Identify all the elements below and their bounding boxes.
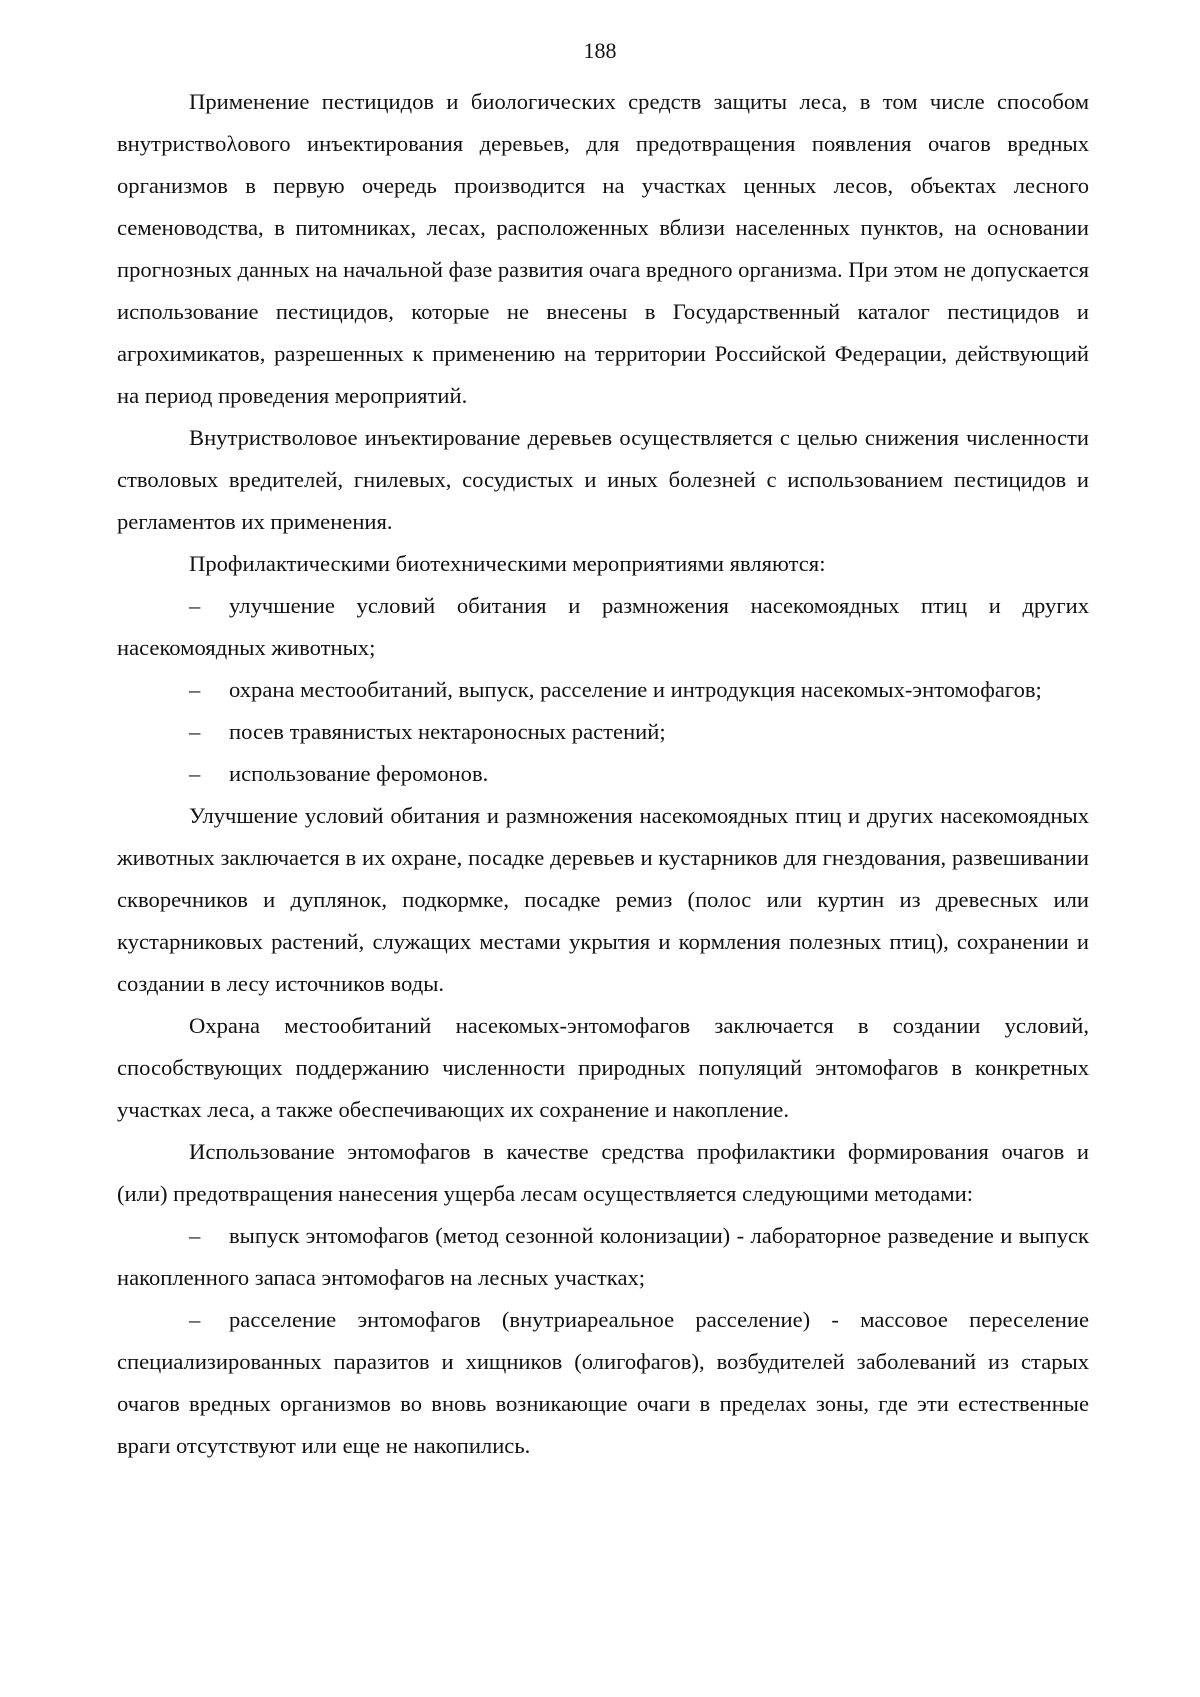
list-dash: – <box>189 1223 201 1248</box>
list-item-text: охрана местообитаний, выпуск, расселение и интродукция насекомых-энтомофагов; <box>229 677 1042 702</box>
list-item <box>117 585 1089 669</box>
list-item-text: посев травянистых нектароносных растений; <box>229 719 666 744</box>
list-item <box>117 1299 1089 1467</box>
page-body <box>117 81 1089 1467</box>
paragraph-entomophage-habitat: Охрана местообитаний насекомых-энтомофагов заключается в создании условий, способствующих поддержанию численности природных популяций энтомофагов в конкретных участках леса, а также обеспечивающих их сохранение и накопление. <box>117 1013 1089 1122</box>
list-item-text: выпуск энтомофагов (метод сезонной колонизации) - лабораторное разведение и выпуск накопленного запаса энтомофагов на лесных участках; <box>117 1223 1089 1290</box>
list-dash: – <box>189 677 201 702</box>
page-number: 188 <box>583 38 617 63</box>
list-dash: – <box>189 1307 201 1332</box>
paragraph-bird-habitat: Улучшение условий обитания и размножения насекомоядных птиц и других насекомоядных животных заключается в их охране, посадке деревьев и кустарников для гнездования, развешивании скворечников и дуплянок, подкормке, посадке ремиз (полос или куртин из древесных или кустарниковых растений, служащих местами укрытия и кормления полезных птиц), сохранении и создании в лесу источников воды. <box>117 803 1089 996</box>
paragraph-trunk-injection: Внутриствοловое инъектирование деревьев осуществляется с целью снижения численности стволовых вредителей, гнилевых, сосудистых и иных болезней с использованием пестицидов и регламентов их применения. <box>117 425 1089 534</box>
paragraph-biotechnical-measures-intro: Профилактическими биотехническими мероприятиями являются: <box>189 551 826 576</box>
list-item-text: улучшение условий обитания и размножения насекомоядных птиц и других насекомоядных животных; <box>117 593 1089 660</box>
list-dash: – <box>189 593 201 618</box>
list-dash: – <box>189 761 201 786</box>
paragraph-entomophage-methods-intro: Использование энтомофагов в качестве средства профилактики формирования очагов и (или) предотвращения нанесения ущерба лесам осуществляется следующими методами: <box>117 1139 1089 1206</box>
list-dash: – <box>189 719 201 744</box>
paragraph-pesticides-application: Применение пестицидов и биологических средств защиты леса, в том числе способом внутриствολового инъектирования деревьев, для предотвращения появления очагов вредных организмов в первую очередь производится на участках ценных лесов, объектах лесного семеноводства, в питомниках, лесах, расположенных вблизи населенных пунктов, на основании прогнозных данных на начальной фазе развития очага вредного организма. При этом не допускается использование пестицидов, которые не внесены в Государственный каталог пестицидов и агрохимикатов, разрешенных к применению на территории Российской Федерации, действующий на период проведения мероприятий. <box>117 89 1089 408</box>
list-item <box>117 711 1089 753</box>
list-item-text: использование феромонов. <box>229 761 489 786</box>
list-item <box>117 753 1089 795</box>
list-item <box>117 669 1089 711</box>
list-item <box>117 1215 1089 1299</box>
list-item-text: расселение энтомофагов (внутриареальное расселение) - массовое переселение специализированных паразитов и хищников (олигофагов), возбудителей заболеваний из старых очагов вредных организмов во вновь возникающие очаги в пределах зоны, где эти естественные враги отсутствуют или еще не накопились. <box>117 1307 1089 1458</box>
